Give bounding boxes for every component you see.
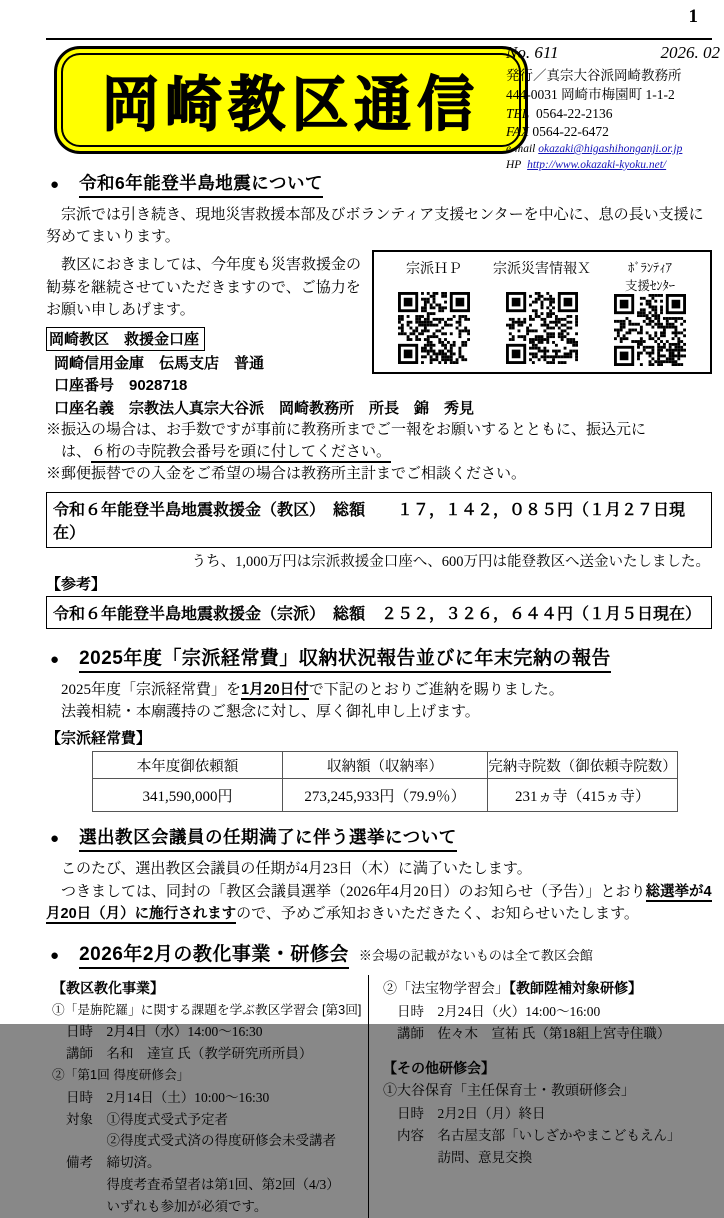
bank-line: 岡崎信用金庫 伝馬支店 普通 (54, 354, 265, 372)
bullet-icon: ● (50, 651, 60, 668)
fee-header-temples: 完納寺院数（御依頼寺院数） (488, 752, 678, 779)
relief-fund-kyoku-box: 令和６年能登半島地震救援金（教区） 総額 １７，１４２，０８５円（１月２７日現在） (46, 492, 712, 548)
fax-value: 0564-22-6472 (532, 124, 609, 140)
election-paragraph-2 (46, 881, 712, 926)
bullet-icon: ● (50, 948, 60, 965)
fee-header-requested: 本年度御依頼額 (93, 752, 283, 779)
events-side-note: ※会場の記載がないものは全て教区会館 (358, 948, 593, 964)
account-number-line: 口座番号 9028718 (54, 377, 188, 395)
election-p2-suffix: ので、予めご承知おきいただきたく、お知らせいたします。 (236, 905, 639, 922)
qr-label-volunteer (625, 258, 675, 294)
qr-label-saigai-x: 宗派災害情報Ｘ (493, 260, 591, 277)
homepage-link[interactable]: http://www.okazaki-kyoku.net/ (527, 158, 667, 171)
event-detail-line: 講師 名和 達宣 氏（教学研究所所員） (66, 1046, 313, 1062)
earthquake-paragraph-2: 教区におきましては、今年度も災害救援金の勧募を継続させていただきますので、ご協力をお願い申しあげます。 (46, 257, 362, 318)
bullet-icon: ● (50, 177, 60, 193)
fee-table (92, 751, 678, 812)
heading-text: 選出教区会議員の任期満了に伴う選挙について (79, 824, 457, 852)
event-detail-line: 対象 ①得度式受式予定者 (66, 1111, 228, 1127)
transfer-note-line1: ※振込の場合は、お手数ですが事前に教務所までご一報をお願いするとともに、振込元に (46, 422, 647, 439)
qr-panel (372, 250, 712, 374)
heading-text: 令和6年能登半島地震について (79, 170, 323, 198)
postal-note: ※郵便振替での入金をご希望の場合は教務所主計までご相談ください。 (46, 465, 527, 482)
fee-header-collected: 収納額（収納率） (283, 752, 488, 779)
newsletter-title: 岡崎教区通信 (102, 69, 480, 140)
qr-label-volunteer-line2: 支援ｾﾝﾀｰ (624, 279, 675, 294)
page-number: 1 (688, 6, 698, 27)
keijohi-p1-date: 1月20日付 (241, 681, 309, 698)
event-detail-line: 日時 2月14日（土）10:00～16:30 (66, 1089, 270, 1105)
relief-fund-note: うち、1,000万円は宗派救援金口座へ、600万円は能登教区へ送金いたしました。 (191, 553, 710, 570)
section-election-heading (46, 824, 712, 852)
event-detail-line: ②得度式受式済の得度研修会未受講者 (66, 1133, 336, 1149)
account-box-title: 岡崎教区 救援金口座 (46, 327, 205, 351)
issue-line (506, 41, 720, 64)
qr-col-shuha-hp (382, 258, 486, 364)
masthead-info (506, 41, 720, 174)
event-item-title: ②「第1回 得度研修会」 (52, 1068, 190, 1083)
event-detail-line: 内容 名古屋支部「いしざかやまこどもえん」 (397, 1127, 681, 1143)
issue-number: No. 611 (506, 43, 559, 62)
fee-value-temples: 231ヵ寺（415ヵ寺） (488, 779, 678, 812)
masthead-title-box (54, 46, 528, 154)
account-name-line: 口座名義 宗教法人真宗大谷派 岡崎教務所 所長 錦 秀見 (54, 399, 475, 417)
event-title-qualifier: 【教師陞補対象研修】 (509, 980, 642, 997)
fax-line (506, 123, 720, 142)
heading-text: 2025年度「宗派経常費」収納状況報告並びに年末完納の報告 (79, 643, 611, 673)
qr-code-shuha-hp-icon (398, 292, 470, 364)
transfer-note-line2 (46, 442, 712, 464)
transfer-note-underlined: ６桁の寺院教会番号を頭に付してください。 (91, 444, 391, 463)
tel-value: 0564-22-2136 (536, 105, 613, 121)
address-line: 444-0031 岡崎市梅園町 1-1-2 (506, 87, 675, 103)
event-detail-line: 日時 2月2日（月）終日 (397, 1106, 546, 1122)
issue-date: 2026. 02 (660, 43, 720, 62)
hp-label: HP (506, 158, 522, 171)
events-columns (46, 975, 712, 1217)
events-group-title: 【その他研修会】 (383, 1059, 495, 1076)
fee-value-collected: 273,245,933円（79.9％） (283, 779, 488, 812)
events-group-title: 【教区教化事業】 (52, 980, 164, 997)
fee-table-header-row (93, 752, 678, 779)
fax-label: FAX (506, 124, 529, 140)
events-right-column (368, 975, 712, 1217)
qr-code-volunteer-icon (614, 294, 686, 366)
section-events-heading (46, 939, 712, 969)
election-paragraph-1: このたび、選出教区会議員の任期が4月23日（木）に満了いたします。 (46, 861, 532, 878)
tel-label: TEL (506, 105, 530, 121)
qr-label-volunteer-line1: ﾎﾞﾗﾝﾃｨｱ (628, 261, 672, 276)
event-detail-line: 訪問、意見交換 (397, 1149, 532, 1165)
events-left-column (46, 975, 368, 1217)
tel-line (506, 105, 720, 124)
event-item-title (383, 977, 712, 1001)
qr-col-volunteer (598, 258, 702, 364)
section-keijohi-heading (46, 643, 712, 673)
event-detail-line: いずれも参加が必須です。 (66, 1199, 268, 1215)
email-label: e-mail (506, 142, 536, 155)
event-detail-line: 備考 締切済。 (66, 1155, 161, 1171)
email-line (506, 142, 720, 158)
fee-value-requested: 341,590,000円 (93, 779, 283, 812)
publisher-line: 発行／真宗大谷派岡崎教務所 (506, 68, 682, 84)
event-item-title: ①「是旃陀羅」に関する課題を学ぶ教区学習会 [第3回] (52, 1002, 362, 1017)
keijohi-p1-suffix: で下記のとおりご進納を賜りました。 (308, 681, 564, 698)
section-earthquake-heading (46, 170, 712, 198)
fee-table-label: 【宗派経常費】 (46, 730, 152, 748)
fee-table-value-row (93, 779, 678, 812)
keijohi-p1-prefix: 2025年度「宗派経常費」を (46, 681, 242, 698)
event-title-main: ②「法宝物学習会」 (383, 980, 509, 997)
qr-col-saigai-x (490, 258, 594, 364)
keijohi-paragraph-1 (46, 679, 712, 701)
election-p2-prefix: つきましては、同封の「教区会議員選挙（2026年4月20日）のお知らせ（予告）」とおり (46, 883, 646, 900)
election-p2-emphasis: 総選挙が4月20日（月）に施行されます (46, 883, 712, 922)
heading-text: 2026年2月の教化事業・研修会 (79, 939, 349, 969)
event-item-title: ①大谷保育「主任保育士・教頭研修会」 (383, 1082, 635, 1099)
qr-label-shuha-hp: 宗派ＨＰ (406, 260, 462, 277)
keijohi-paragraph-2: 法義相続・本廟護持のご懇念に対し、厚く御礼申し上げます。 (46, 704, 480, 721)
qr-code-saigai-x-icon (506, 292, 578, 364)
event-detail-line: 講師 佐々木 宣祐 氏（第18組上宮寺住職） (397, 1026, 671, 1042)
bullet-icon: ● (50, 831, 60, 848)
email-link[interactable]: okazaki@higashihonganji.or.jp (538, 142, 683, 155)
event-detail-line: 得度考査希望者は第1回、第2回（4/3） (66, 1177, 340, 1193)
event-detail-line: 日時 2月4日（水）14:00～16:30 (66, 1024, 263, 1040)
transfer-note-prefix: は、 (46, 444, 92, 461)
header-rule (46, 38, 712, 40)
reference-label: 【参考】 (46, 575, 107, 593)
earthquake-paragraph-1: 宗派では引き続き、現地災害救援本部及びボランティア支援センターを中心に、息の長い支援に努めてまいります。 (46, 207, 704, 246)
event-detail-line: 日時 2月24日（火）14:00～16:00 (397, 1004, 601, 1020)
relief-fund-shuha-box: 令和６年能登半島地震救援金（宗派） 総額 ２５２，３２６，６４４円（１月５日現在） (46, 596, 712, 629)
